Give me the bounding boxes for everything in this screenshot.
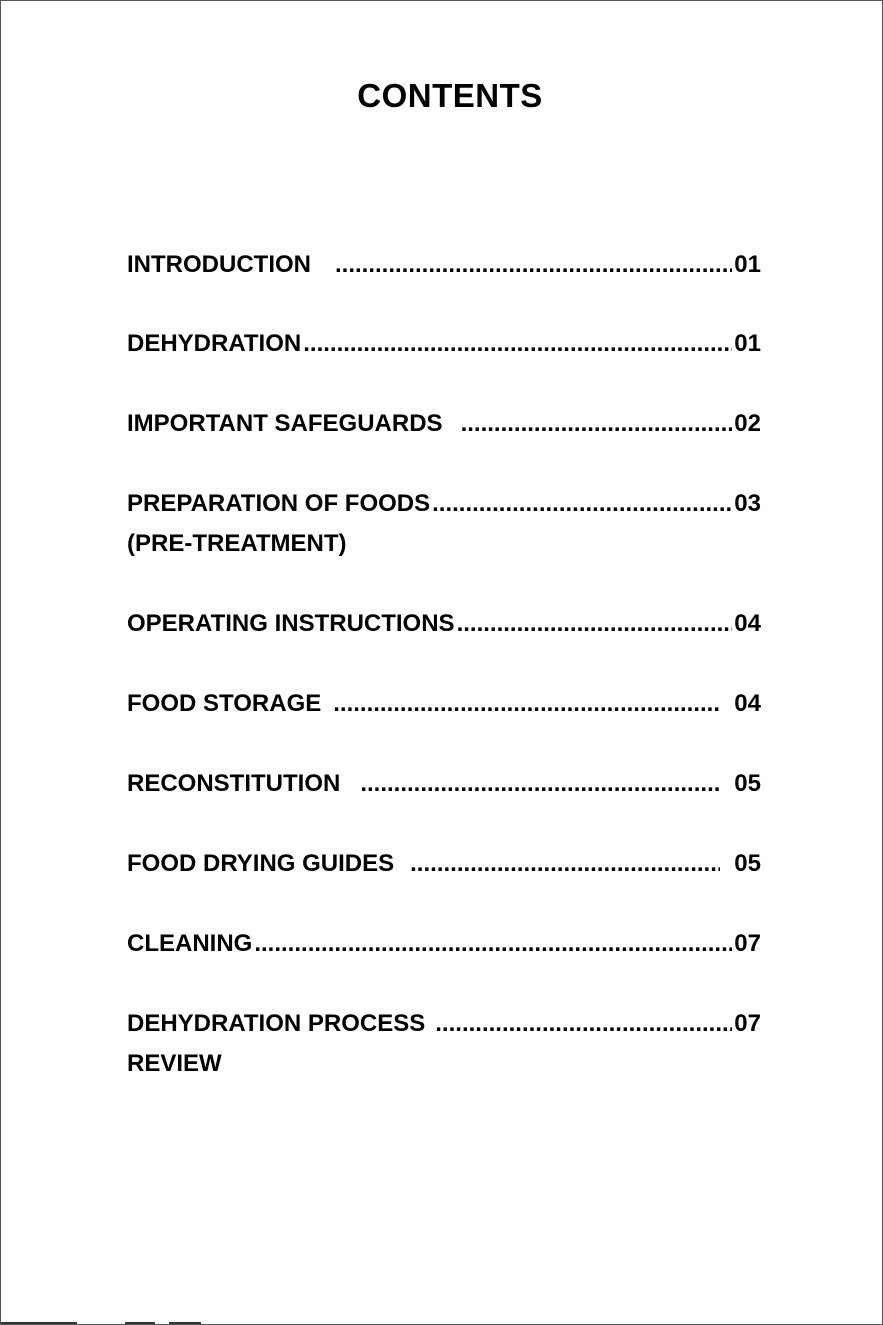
toc-entry-label: FOOD DRYING GUIDES xyxy=(127,850,395,877)
scan-edge-mark xyxy=(169,1322,201,1324)
dot-leader xyxy=(360,764,720,804)
toc-entry-label: INTRODUCTION xyxy=(127,251,311,278)
page-title: CONTENTS xyxy=(357,77,543,114)
toc-entry-page: 07 xyxy=(734,1010,761,1037)
dot-leader xyxy=(254,924,732,964)
toc-entry-label: PREPARATION OF FOODS xyxy=(127,490,431,517)
toc-entry-page: 03 xyxy=(734,490,761,517)
toc-entry-introduction xyxy=(127,245,761,285)
toc-entry-page: 04 xyxy=(734,610,761,637)
toc-entry-dehydration-process-review xyxy=(127,1004,761,1084)
dot-leader xyxy=(461,404,733,444)
table-of-contents xyxy=(127,1,761,1324)
toc-entry-food-storage xyxy=(127,684,761,724)
toc-entry-continuation: (PRE-TREATMENT) xyxy=(127,530,347,557)
toc-entry-page: 01 xyxy=(734,330,761,357)
toc-entry-label: DEHYDRATION xyxy=(127,330,302,357)
toc-entry-page: 04 xyxy=(734,690,761,717)
toc-entry-label: DEHYDRATION PROCESS xyxy=(127,1010,426,1037)
toc-entry-page: 05 xyxy=(734,770,761,797)
toc-entry-operating-instructions xyxy=(127,604,761,644)
toc-entry-cleaning xyxy=(127,924,761,964)
dot-leader xyxy=(435,1004,732,1044)
toc-entry-label: IMPORTANT SAFEGUARDS xyxy=(127,410,443,437)
scan-edge-mark xyxy=(125,1322,155,1324)
toc-entry-page: 05 xyxy=(734,850,761,877)
dot-leader xyxy=(457,604,733,644)
dot-leader xyxy=(410,844,720,884)
toc-entry-page: 07 xyxy=(734,930,761,957)
toc-entry-label: RECONSTITUTION xyxy=(127,770,341,797)
toc-entry-label: OPERATING INSTRUCTIONS xyxy=(127,610,455,637)
toc-entry-reconstitution xyxy=(127,764,761,804)
toc-entry-label: FOOD STORAGE xyxy=(127,690,322,717)
toc-entry-food-drying-guides xyxy=(127,844,761,884)
toc-entry-dehydration xyxy=(127,324,761,364)
toc-entry-page: 01 xyxy=(734,251,761,278)
dot-leader xyxy=(333,684,720,724)
dot-leader xyxy=(335,245,732,285)
scan-edge-mark xyxy=(1,1322,77,1324)
toc-entry-preparation-of-foods xyxy=(127,484,761,564)
toc-entry-important-safeguards xyxy=(127,404,761,444)
dot-leader xyxy=(303,324,732,364)
toc-entry-label: CLEANING xyxy=(127,930,253,957)
toc-entry-page: 02 xyxy=(734,410,761,437)
toc-entry-continuation: REVIEW xyxy=(127,1050,222,1077)
dot-leader xyxy=(432,484,732,524)
